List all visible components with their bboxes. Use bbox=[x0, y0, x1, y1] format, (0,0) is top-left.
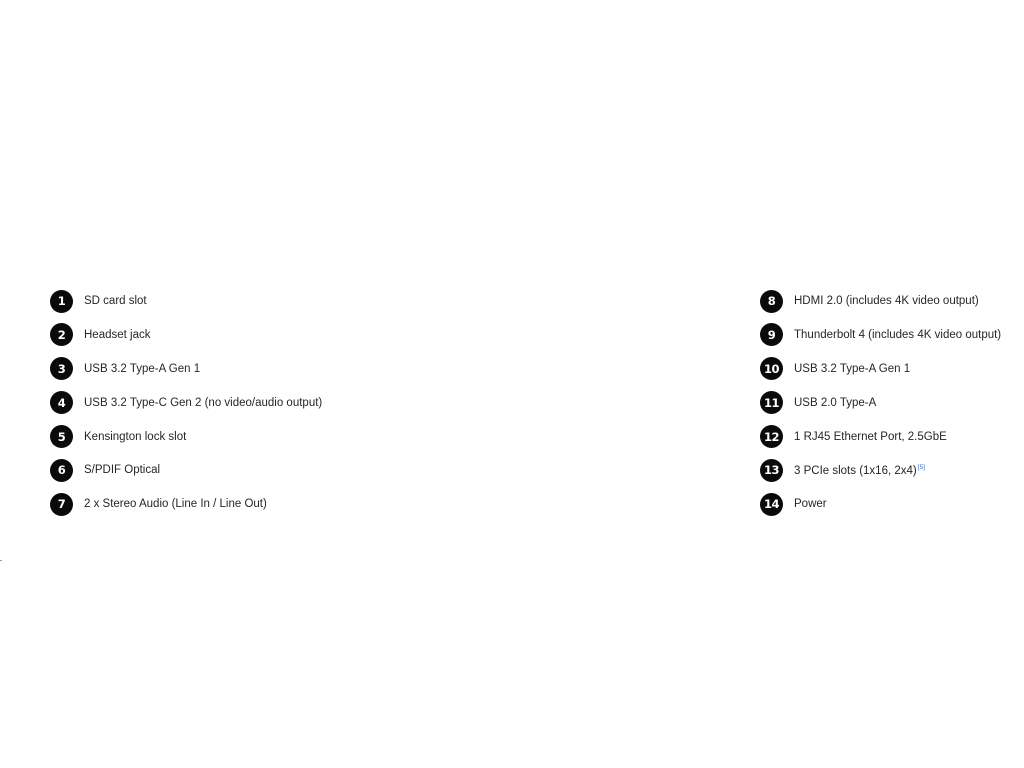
port-label: Headset jack bbox=[84, 328, 151, 341]
number-badge: 5 bbox=[50, 425, 73, 448]
number-badge: 2 bbox=[50, 323, 73, 346]
number-badge: 4 bbox=[50, 391, 73, 414]
port-label: SD card slot bbox=[84, 295, 147, 307]
port-label: USB 3.2 Type-C Gen 2 (no video/audio output) bbox=[84, 396, 323, 409]
footnote-reference-link[interactable]: [5] bbox=[917, 464, 925, 472]
port-item bbox=[760, 492, 1001, 516]
number-badge: 13 bbox=[760, 459, 783, 482]
port-item bbox=[50, 425, 322, 449]
number-badge: 8 bbox=[760, 290, 783, 313]
number-badge: 9 bbox=[760, 323, 783, 346]
port-label: 2 x Stereo Audio (Line In / Line Out) bbox=[84, 498, 267, 511]
port-label: Thunderbolt 4 (includes 4K video output) bbox=[794, 328, 1002, 341]
port-item bbox=[760, 458, 1001, 482]
port-label: HDMI 2.0 (includes 4K video output) bbox=[794, 295, 979, 307]
port-item bbox=[50, 323, 322, 347]
port-label-text: 3 PCIe slots (1x16, 2x4) bbox=[794, 464, 917, 477]
port-label: USB 2.0 Type-A bbox=[794, 396, 877, 409]
port-item bbox=[760, 425, 1001, 449]
port-list-left bbox=[50, 289, 322, 526]
port-item bbox=[50, 289, 322, 313]
port-list-right bbox=[760, 289, 1001, 526]
port-item bbox=[760, 289, 1001, 313]
number-badge: 10 bbox=[760, 357, 783, 380]
port-label: Power bbox=[794, 498, 827, 511]
port-item bbox=[760, 323, 1001, 347]
port-label bbox=[794, 464, 925, 477]
port-label: USB 3.2 Type-A Gen 1 bbox=[794, 362, 911, 375]
number-badge: 12 bbox=[760, 425, 783, 448]
number-badge: 6 bbox=[50, 459, 73, 482]
port-label: S/PDIF Optical bbox=[84, 464, 161, 477]
port-item bbox=[760, 357, 1001, 381]
port-item bbox=[760, 391, 1001, 415]
port-item bbox=[50, 391, 322, 415]
number-badge: 3 bbox=[50, 357, 73, 380]
port-item bbox=[50, 357, 322, 381]
port-label: USB 3.2 Type-A Gen 1 bbox=[84, 362, 201, 375]
number-badge: 11 bbox=[760, 391, 783, 414]
port-item bbox=[50, 458, 322, 482]
port-item bbox=[50, 492, 322, 516]
port-label: Kensington lock slot bbox=[84, 430, 187, 443]
edge-mark bbox=[0, 560, 2, 561]
port-label: 1 RJ45 Ethernet Port, 2.5GbE bbox=[794, 430, 947, 443]
number-badge: 1 bbox=[50, 290, 73, 313]
number-badge: 14 bbox=[760, 493, 783, 516]
number-badge: 7 bbox=[50, 493, 73, 516]
